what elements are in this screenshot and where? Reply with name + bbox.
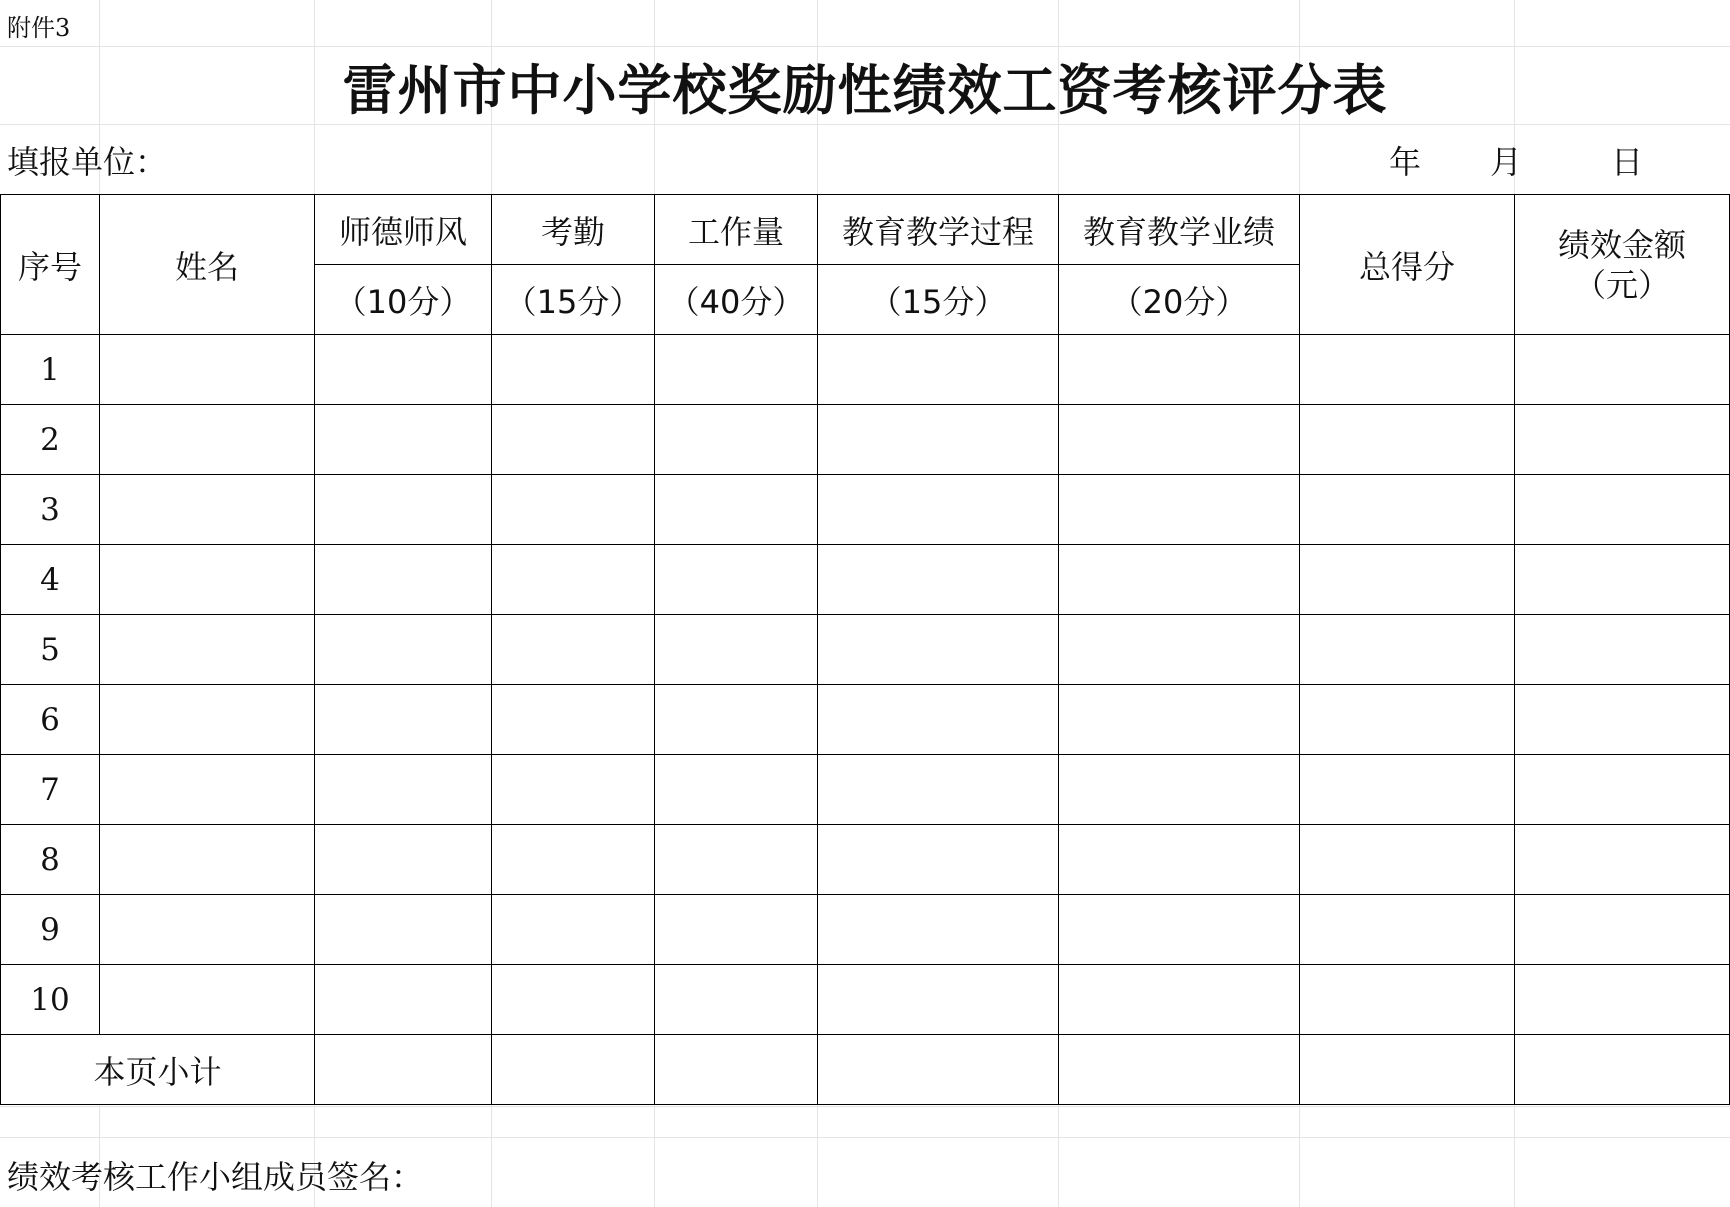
row-index: 3 xyxy=(1,475,100,545)
table-row xyxy=(1,825,1730,895)
performance-points: （20分） xyxy=(1059,265,1300,335)
workload-cell[interactable] xyxy=(655,755,818,825)
performance-cell[interactable] xyxy=(1059,405,1300,475)
col-header-workload: 工作量 xyxy=(655,195,818,265)
table-row xyxy=(1,405,1730,475)
form-title: 雷州市中小学校奖励性绩效工资考核评分表 xyxy=(342,58,1388,122)
performance-cell[interactable] xyxy=(1059,895,1300,965)
row-index: 7 xyxy=(1,755,100,825)
attendance-cell[interactable] xyxy=(492,405,655,475)
table-row xyxy=(1,615,1730,685)
table-row xyxy=(1,335,1730,405)
subtotal-cell[interactable] xyxy=(492,1035,655,1105)
signature-label: 绩效考核工作小组成员签名： xyxy=(7,1158,424,1196)
total-cell[interactable] xyxy=(1300,615,1515,685)
subtotal-cell[interactable] xyxy=(315,1035,492,1105)
ethics-cell[interactable] xyxy=(315,475,492,545)
table-row xyxy=(1,685,1730,755)
attendance-cell[interactable] xyxy=(492,755,655,825)
subtotal-cell[interactable] xyxy=(1300,1035,1515,1105)
attendance-points: （15分） xyxy=(492,265,655,335)
date-day-label: 日 xyxy=(1611,143,1644,181)
col-header-amount xyxy=(1515,195,1730,335)
col-header-index: 序号 xyxy=(1,195,100,335)
process-cell[interactable] xyxy=(818,615,1059,685)
attendance-cell[interactable] xyxy=(492,475,655,545)
name-cell[interactable] xyxy=(100,825,315,895)
amount-cell[interactable] xyxy=(1515,475,1730,545)
performance-cell[interactable] xyxy=(1059,615,1300,685)
row-index: 6 xyxy=(1,685,100,755)
col-header-attendance: 考勤 xyxy=(492,195,655,265)
total-cell[interactable] xyxy=(1300,335,1515,405)
row-index: 8 xyxy=(1,825,100,895)
ethics-cell[interactable] xyxy=(315,825,492,895)
process-cell[interactable] xyxy=(818,965,1059,1035)
amount-cell[interactable] xyxy=(1515,895,1730,965)
ethics-cell[interactable] xyxy=(315,615,492,685)
amount-cell[interactable] xyxy=(1515,545,1730,615)
table-row xyxy=(1,545,1730,615)
amount-cell[interactable] xyxy=(1515,825,1730,895)
name-cell[interactable] xyxy=(100,685,315,755)
ethics-cell[interactable] xyxy=(315,335,492,405)
table-row xyxy=(1,895,1730,965)
process-cell[interactable] xyxy=(818,685,1059,755)
row-index: 1 xyxy=(1,335,100,405)
workload-cell[interactable] xyxy=(655,685,818,755)
attendance-cell[interactable] xyxy=(492,615,655,685)
performance-cell[interactable] xyxy=(1059,755,1300,825)
process-cell[interactable] xyxy=(818,545,1059,615)
workload-cell[interactable] xyxy=(655,475,818,545)
subtotal-cell[interactable] xyxy=(1515,1035,1730,1105)
attendance-cell[interactable] xyxy=(492,335,655,405)
amount-cell[interactable] xyxy=(1515,685,1730,755)
date-year-label: 年 xyxy=(1389,143,1422,181)
name-cell[interactable] xyxy=(100,545,315,615)
total-cell[interactable] xyxy=(1300,405,1515,475)
total-cell[interactable] xyxy=(1300,545,1515,615)
performance-cell[interactable] xyxy=(1059,475,1300,545)
col-header-process: 教育教学过程 xyxy=(818,195,1059,265)
col-header-name: 姓名 xyxy=(100,195,315,335)
header-row-top xyxy=(1,195,1730,265)
workload-cell[interactable] xyxy=(655,965,818,1035)
workload-cell[interactable] xyxy=(655,405,818,475)
row-index: 9 xyxy=(1,895,100,965)
process-cell[interactable] xyxy=(818,475,1059,545)
subtotal-cell[interactable] xyxy=(1059,1035,1300,1105)
amount-unit: （元） xyxy=(1573,265,1670,304)
attendance-cell[interactable] xyxy=(492,825,655,895)
fill-unit-label: 填报单位： xyxy=(7,143,168,181)
total-cell[interactable] xyxy=(1300,895,1515,965)
workload-points: （40分） xyxy=(655,265,818,335)
row-index: 5 xyxy=(1,615,100,685)
name-cell[interactable] xyxy=(100,405,315,475)
table-row xyxy=(1,475,1730,545)
ethics-cell[interactable] xyxy=(315,965,492,1035)
total-cell[interactable] xyxy=(1300,755,1515,825)
process-cell[interactable] xyxy=(818,895,1059,965)
total-cell[interactable] xyxy=(1300,965,1515,1035)
workload-cell[interactable] xyxy=(655,825,818,895)
process-cell[interactable] xyxy=(818,335,1059,405)
subtotal-cell[interactable] xyxy=(818,1035,1059,1105)
attendance-cell[interactable] xyxy=(492,965,655,1035)
performance-cell[interactable] xyxy=(1059,545,1300,615)
subtotal-cell[interactable] xyxy=(655,1035,818,1105)
total-cell[interactable] xyxy=(1300,825,1515,895)
table-row xyxy=(1,755,1730,825)
process-cell[interactable] xyxy=(818,405,1059,475)
name-cell[interactable] xyxy=(100,335,315,405)
col-header-ethics: 师德师风 xyxy=(315,195,492,265)
row-index: 2 xyxy=(1,405,100,475)
name-cell[interactable] xyxy=(100,965,315,1035)
total-cell[interactable] xyxy=(1300,475,1515,545)
process-cell[interactable] xyxy=(818,825,1059,895)
score-table xyxy=(0,194,1730,1105)
amount-cell[interactable] xyxy=(1515,965,1730,1035)
table-row xyxy=(1,965,1730,1035)
date-month-label: 月 xyxy=(1490,143,1523,181)
performance-cell[interactable] xyxy=(1059,335,1300,405)
workload-cell[interactable] xyxy=(655,335,818,405)
attendance-cell[interactable] xyxy=(492,895,655,965)
row-index: 10 xyxy=(1,965,100,1035)
ethics-cell[interactable] xyxy=(315,755,492,825)
subtotal-label: 本页小计 xyxy=(1,1035,315,1105)
ethics-cell[interactable] xyxy=(315,685,492,755)
amount-cell[interactable] xyxy=(1515,405,1730,475)
data-rows xyxy=(1,335,1730,1035)
workload-cell[interactable] xyxy=(655,615,818,685)
ethics-cell[interactable] xyxy=(315,545,492,615)
row-index: 4 xyxy=(1,545,100,615)
process-points: （15分） xyxy=(818,265,1059,335)
col-header-total: 总得分 xyxy=(1300,195,1515,335)
attendance-cell[interactable] xyxy=(492,685,655,755)
total-cell[interactable] xyxy=(1300,685,1515,755)
performance-cell[interactable] xyxy=(1059,825,1300,895)
name-cell[interactable] xyxy=(100,615,315,685)
workload-cell[interactable] xyxy=(655,895,818,965)
workload-cell[interactable] xyxy=(655,545,818,615)
ethics-cell[interactable] xyxy=(315,405,492,475)
process-cell[interactable] xyxy=(818,755,1059,825)
amount-cell[interactable] xyxy=(1515,755,1730,825)
amount-label: 绩效金额 xyxy=(1557,225,1686,264)
attachment-label: 附件3 xyxy=(7,14,71,42)
attendance-cell[interactable] xyxy=(492,545,655,615)
performance-cell[interactable] xyxy=(1059,685,1300,755)
amount-cell[interactable] xyxy=(1515,615,1730,685)
subtotal-row xyxy=(1,1035,1730,1105)
ethics-points: （10分） xyxy=(315,265,492,335)
name-cell[interactable] xyxy=(100,755,315,825)
amount-cell[interactable] xyxy=(1515,335,1730,405)
col-header-performance: 教育教学业绩 xyxy=(1059,195,1300,265)
ethics-cell[interactable] xyxy=(315,895,492,965)
name-cell[interactable] xyxy=(100,895,315,965)
performance-cell[interactable] xyxy=(1059,965,1300,1035)
name-cell[interactable] xyxy=(100,475,315,545)
